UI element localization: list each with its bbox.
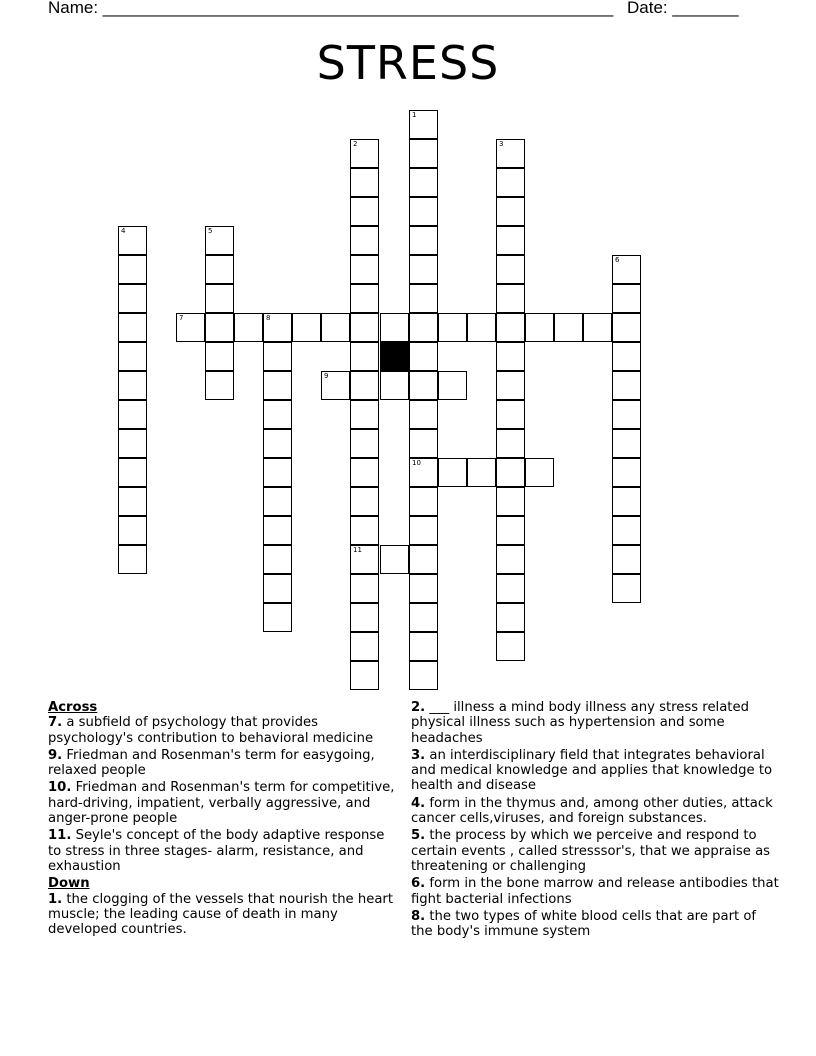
grid-cell[interactable] [612,516,641,545]
grid-cell[interactable] [438,313,467,342]
clue-number: 1. [48,891,63,907]
clue-number: 10 [412,459,421,467]
grid-cell[interactable] [409,429,438,458]
grid-cell[interactable] [467,458,496,487]
clue-item [48,780,398,826]
grid-cell[interactable] [350,458,379,487]
grid-cell[interactable] [525,458,554,487]
grid-cell[interactable] [583,313,612,342]
grid-cell[interactable] [496,400,525,429]
grid-cell[interactable] [350,400,379,429]
name-field-label: Name: ______________________________________________________ [48,0,614,17]
across-clue-list [48,715,398,874]
clue-number: 11 [353,546,362,554]
grid-cell[interactable] [380,371,409,400]
grid-cell[interactable] [350,255,379,284]
clue-number: 4 [121,227,126,235]
clue-text: an interdisciplinary field that integrates behavioral and medical knowledge and applies that knowledge to health and disease [411,747,773,794]
grid-cell[interactable] [263,574,292,603]
clue-number: 8 [266,314,271,322]
grid-cell[interactable] [409,632,438,661]
grid-cell[interactable] [263,603,292,632]
grid-cell[interactable] [496,429,525,458]
clue-item [411,796,781,827]
grid-cell[interactable] [118,226,147,255]
grid-cell[interactable] [380,545,409,574]
clue-text: the clogging of the vessels that nourish the heart muscle; the leading cause of death in many developed countries. [48,891,394,938]
grid-cell[interactable] [350,632,379,661]
grid-cell[interactable] [118,487,147,516]
grid-cell[interactable] [409,661,438,690]
grid-cell[interactable] [118,429,147,458]
grid-cell[interactable] [118,371,147,400]
clue-item [411,748,781,794]
clue-item [48,715,398,746]
grid-cell[interactable] [438,371,467,400]
clue-item [48,892,398,938]
grid-cell[interactable] [409,487,438,516]
grid-cell[interactable] [176,313,205,342]
grid-cell[interactable] [496,255,525,284]
grid-cell[interactable] [612,255,641,284]
grid-cell[interactable] [118,313,147,342]
grid-cell[interactable] [350,342,379,371]
grid-cell[interactable] [409,516,438,545]
grid-cell[interactable] [263,458,292,487]
grid-cell[interactable] [205,255,234,284]
grid-cell[interactable] [263,342,292,371]
grid-cell[interactable] [467,313,496,342]
grid-cell[interactable] [525,313,554,342]
grid-cell[interactable] [612,313,641,342]
grid-cell[interactable] [409,574,438,603]
grid-cell[interactable] [612,487,641,516]
grid-cell[interactable] [263,487,292,516]
clue-number: 2 [353,140,358,148]
grid-cell[interactable] [350,661,379,690]
grid-cell[interactable] [612,429,641,458]
grid-cell[interactable] [350,487,379,516]
grid-cell[interactable] [409,110,438,139]
grid-cell[interactable] [496,371,525,400]
grid-cell[interactable] [496,139,525,168]
clue-number: 9 [324,372,329,380]
clue-number: 3. [411,747,426,763]
grid-cell[interactable] [612,371,641,400]
grid-cell[interactable] [350,371,379,400]
grid-cell[interactable] [612,545,641,574]
grid-cell[interactable] [496,487,525,516]
clue-number: 5. [411,828,426,844]
grid-cell[interactable] [496,458,525,487]
grid-cell[interactable] [496,632,525,661]
grid-cell[interactable] [350,226,379,255]
grid-cell[interactable] [409,284,438,313]
clue-number: 2. [411,700,426,715]
grid-cell[interactable] [350,429,379,458]
grid-cell[interactable] [409,139,438,168]
grid-cell[interactable] [263,313,292,342]
grid-cell[interactable] [263,429,292,458]
clue-text: Friedman and Rosenman's term for easygoing, relaxed people [48,747,375,779]
grid-cell[interactable] [263,400,292,429]
clue-number: 9. [48,747,63,763]
grid-cell[interactable] [409,545,438,574]
clue-number: 6 [615,256,620,264]
clue-item [411,876,781,907]
grid-cell[interactable] [496,284,525,313]
grid-cell[interactable] [350,545,379,574]
clue-item [48,828,398,874]
clues-right-column [411,700,781,941]
grid-cell[interactable] [380,313,409,342]
grid-cell[interactable] [118,458,147,487]
puzzle-title: STRESS [316,36,500,90]
clue-text: form in the thymus and, among other duties, attack cancer cells,viruses, and foreign substances. [411,795,773,827]
clue-number: 3 [499,140,504,148]
grid-cell[interactable] [350,313,379,342]
grid-cell[interactable] [118,284,147,313]
date-field-label: Date: _______ [627,0,739,17]
grid-cell[interactable] [612,284,641,313]
grid-cell[interactable] [350,139,379,168]
grid-cell[interactable] [409,400,438,429]
grid-cell[interactable] [496,545,525,574]
grid-cell[interactable] [350,197,379,226]
grid-cell[interactable] [409,255,438,284]
grid-cell[interactable] [205,284,234,313]
grid-cell[interactable] [438,458,467,487]
grid-cell[interactable] [350,284,379,313]
down-clue-list-continued [411,700,781,939]
grid-cell[interactable] [554,313,583,342]
grid-cell[interactable] [496,168,525,197]
grid-cell[interactable] [263,516,292,545]
clue-number: 1 [412,111,417,119]
clue-text: a subfield of psychology that provides psychology's contribution to behavioral medicine [48,715,374,746]
clue-text: form in the bone marrow and release antibodies that fight bacterial infections [411,876,779,907]
grid-cell[interactable] [612,458,641,487]
clue-text: the two types of white blood cells that are part of the body's immune system [411,908,757,940]
down-clue-list [48,892,398,938]
grid-cell[interactable] [612,574,641,603]
grid-cell[interactable] [118,342,147,371]
grid-cell[interactable] [350,168,379,197]
clue-item [411,909,781,940]
grid-cell[interactable] [263,371,292,400]
grid-cell[interactable] [292,313,321,342]
clue-text: Friedman and Rosenman's term for competitive, hard-driving, impatient, verbally aggressive, and anger-prone people [48,780,395,827]
clue-number: 10. [48,780,72,796]
grid-cell[interactable] [263,545,292,574]
clue-number: 7. [48,715,63,731]
grid-cell[interactable] [496,574,525,603]
grid-cell[interactable] [205,313,234,342]
clue-item [411,828,781,874]
grid-cell[interactable] [409,458,438,487]
grid-cell[interactable] [350,516,379,545]
grid-cell[interactable] [118,516,147,545]
grid-cell[interactable] [612,342,641,371]
grid-cell[interactable] [612,400,641,429]
clue-number: 5 [208,227,213,235]
clue-text: the process by which we perceive and respond to certain events , called stresssor's, that we appraise as threatening or challenging [411,828,771,874]
grid-cell[interactable] [321,313,350,342]
grid-cell[interactable] [350,603,379,632]
grid-cell[interactable] [409,371,438,400]
clues-left-column [48,700,398,939]
black-cell [380,342,409,371]
clue-number: 4. [411,795,426,811]
grid-cell[interactable] [496,342,525,371]
grid-cell[interactable] [496,603,525,632]
grid-cell[interactable] [409,168,438,197]
grid-cell[interactable] [350,574,379,603]
clue-text: Seyle's concept of the body adaptive response to stress in three stages- alarm, resistance, and exhaustion [48,828,385,874]
grid-cell[interactable] [496,313,525,342]
grid-cell[interactable] [496,197,525,226]
clue-number: 6. [411,876,426,892]
grid-cell[interactable] [496,226,525,255]
clue-item [48,748,398,779]
clue-number: 11. [48,828,72,844]
clue-item [411,700,781,746]
grid-cell[interactable] [496,516,525,545]
grid-cell[interactable] [118,545,147,574]
clue-number: 7 [179,314,184,322]
grid-cell[interactable] [409,226,438,255]
clue-number: 8. [411,908,426,924]
across-heading: Across [48,700,98,715]
grid-cell[interactable] [205,371,234,400]
grid-cell[interactable] [234,313,263,342]
grid-cell[interactable] [205,342,234,371]
grid-cell[interactable] [409,342,438,371]
clue-text: ___ illness a mind body illness any stress related physical illness such as hypertension and some headaches [411,700,749,746]
grid-cell[interactable] [409,197,438,226]
grid-cell[interactable] [321,371,350,400]
grid-cell[interactable] [118,255,147,284]
grid-cell[interactable] [205,226,234,255]
grid-cell[interactable] [409,313,438,342]
grid-cell[interactable] [118,400,147,429]
down-heading: Down [48,876,90,892]
grid-cell[interactable] [409,603,438,632]
